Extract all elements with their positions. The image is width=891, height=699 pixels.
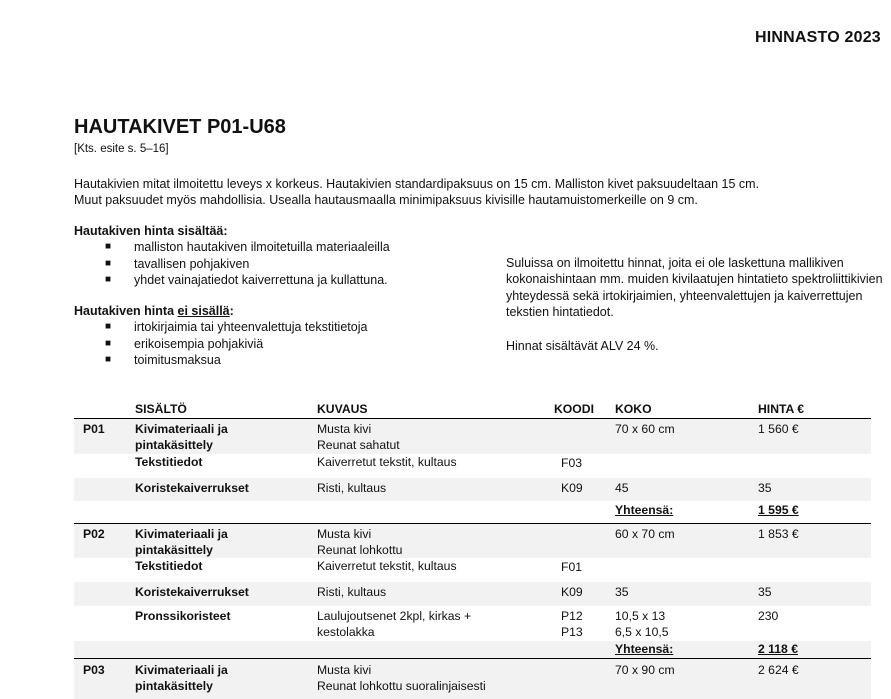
column-header-code: KOODI — [554, 402, 594, 416]
table-row — [74, 419, 871, 454]
bullet-icon: ■ — [105, 354, 112, 366]
intro-line-2: Muut paksuudet myös mahdollisia. Usealla hautausmaalla minimipaksuus kivisille hautamuistomerkeille on 9 cm. — [74, 193, 698, 207]
intro-paragraph — [74, 176, 759, 208]
column-header-price: HINTA € — [758, 402, 805, 416]
row-price: 230 — [758, 609, 779, 623]
row-size: 60 x 70 cm — [615, 527, 675, 541]
price-note — [506, 255, 886, 354]
table-row — [74, 558, 871, 582]
vat-note: Hinnat sisältävät ALV 24 %. — [506, 338, 659, 353]
row-price: 1 853 € — [758, 527, 799, 541]
list-item: ■ toimitusmaksua — [105, 353, 221, 368]
table-row — [74, 606, 871, 641]
row-code: K09 — [561, 481, 583, 495]
total-row — [74, 641, 871, 659]
column-header-description: KUVAUS — [317, 402, 368, 416]
list-item: ■ irtokirjaimia tai yhteenvalettuja tekstitietoja — [105, 320, 368, 335]
excludes-heading: Hautakiven hinta ei sisällä: — [74, 304, 234, 318]
row-code: K09 — [561, 585, 583, 599]
total-label: Yhteensä: — [615, 503, 674, 517]
bullet-icon: ■ — [105, 321, 112, 333]
row-content: Tekstitiedot — [135, 559, 203, 573]
row-content: Kivimateriaali ja pintakäsittely — [135, 663, 228, 694]
list-item: ■ yhdet vainajatiedot kaiverrettuna ja kullattuna. — [105, 273, 388, 288]
row-price: 1 560 € — [758, 422, 799, 436]
row-price: 35 — [758, 481, 772, 495]
includes-heading: Hautakiven hinta sisältää: — [74, 224, 228, 238]
row-size: 45 — [615, 481, 629, 495]
excludes-section — [74, 303, 367, 369]
row-size: 35 — [615, 585, 629, 599]
row-description: Risti, kultaus — [317, 585, 387, 599]
row-description: Kaiverretut tekstit, kultaus — [317, 559, 457, 573]
total-row — [74, 501, 871, 524]
section-title: HAUTAKIVET P01-U68 — [74, 116, 286, 138]
bullet-icon: ■ — [105, 274, 112, 286]
row-size: 70 x 60 cm — [615, 422, 675, 436]
document-header-title: HINNASTO 2023 — [755, 29, 881, 46]
row-code: F01 — [561, 560, 583, 574]
total-label: Yhteensä: — [615, 642, 674, 656]
model-code: P01 — [83, 422, 105, 436]
column-header-content: SISÄLTÖ — [135, 402, 187, 416]
bullet-icon: ■ — [105, 241, 112, 253]
row-description: Risti, kultaus — [317, 481, 387, 495]
row-description: Musta kivi Reunat lohkottu — [317, 527, 403, 558]
row-description: Musta kivi Reunat lohkottu suoralinjaisesti — [317, 663, 486, 694]
bullet-icon: ■ — [105, 257, 112, 269]
total-price: 2 118 € — [758, 642, 798, 656]
brochure-reference: [Kts. esite s. 5–16] — [74, 143, 169, 155]
table-row — [74, 582, 871, 606]
row-size: 10,5 x 13 6,5 x 10,5 — [615, 609, 669, 640]
row-content: Pronssikoristeet — [135, 609, 231, 623]
list-item: ■ tavallisen pohjakiven — [105, 256, 250, 271]
includes-list — [74, 239, 390, 288]
row-description: Musta kivi Reunat sahatut — [317, 422, 400, 453]
list-item: ■ malliston hautakiven ilmoitetuilla materiaaleilla — [105, 240, 390, 255]
table-row — [74, 478, 871, 501]
row-price: 35 — [758, 585, 772, 599]
column-header-size: KOKO — [615, 402, 652, 416]
row-content: Kivimateriaali ja pintakäsittely — [135, 527, 228, 558]
row-code: F03 — [561, 456, 583, 470]
row-code: P12 P13 — [561, 609, 583, 640]
row-content: Tekstitiedot — [135, 455, 203, 469]
bullet-icon: ■ — [105, 337, 112, 349]
list-item: ■ erikoisempia pohjakiviä — [105, 336, 264, 351]
table-header — [74, 400, 871, 419]
excludes-list — [74, 319, 367, 368]
model-code: P03 — [83, 663, 105, 677]
row-size: 70 x 90 cm — [615, 663, 675, 677]
table-row — [74, 454, 871, 478]
row-content: Kivimateriaali ja pintakäsittely — [135, 422, 228, 453]
row-price: 2 624 € — [758, 663, 799, 677]
row-content: Koristekaiverrukset — [135, 481, 249, 495]
intro-line-1: Hautakivien mitat ilmoitettu leveys x korkeus. Hautakivien standardipaksuus on 15 cm. Malliston kivet paksuudeltaan 15 cm. — [74, 177, 760, 191]
row-description: Laulujoutsenet 2kpl, kirkas + kestolakka — [317, 609, 472, 640]
model-code: P02 — [83, 527, 105, 541]
row-description: Kaiverretut tekstit, kultaus — [317, 455, 457, 469]
row-content: Koristekaiverrukset — [135, 585, 249, 599]
total-price: 1 595 € — [758, 503, 799, 517]
includes-section — [74, 223, 390, 289]
price-table — [74, 400, 871, 699]
table-row — [74, 524, 871, 558]
price-note-text: Suluissa on ilmoitettu hinnat, joita ei ole laskettuna mallikiven kokonaishintaan mm. muiden kivilaatujen hintatieto spektroliittikivien yhteydessä sekä irtokirjaimien, yhteenvalettujen ja kaiverrettujen tekstien hintatiedot. — [506, 256, 883, 320]
table-row — [74, 659, 871, 699]
